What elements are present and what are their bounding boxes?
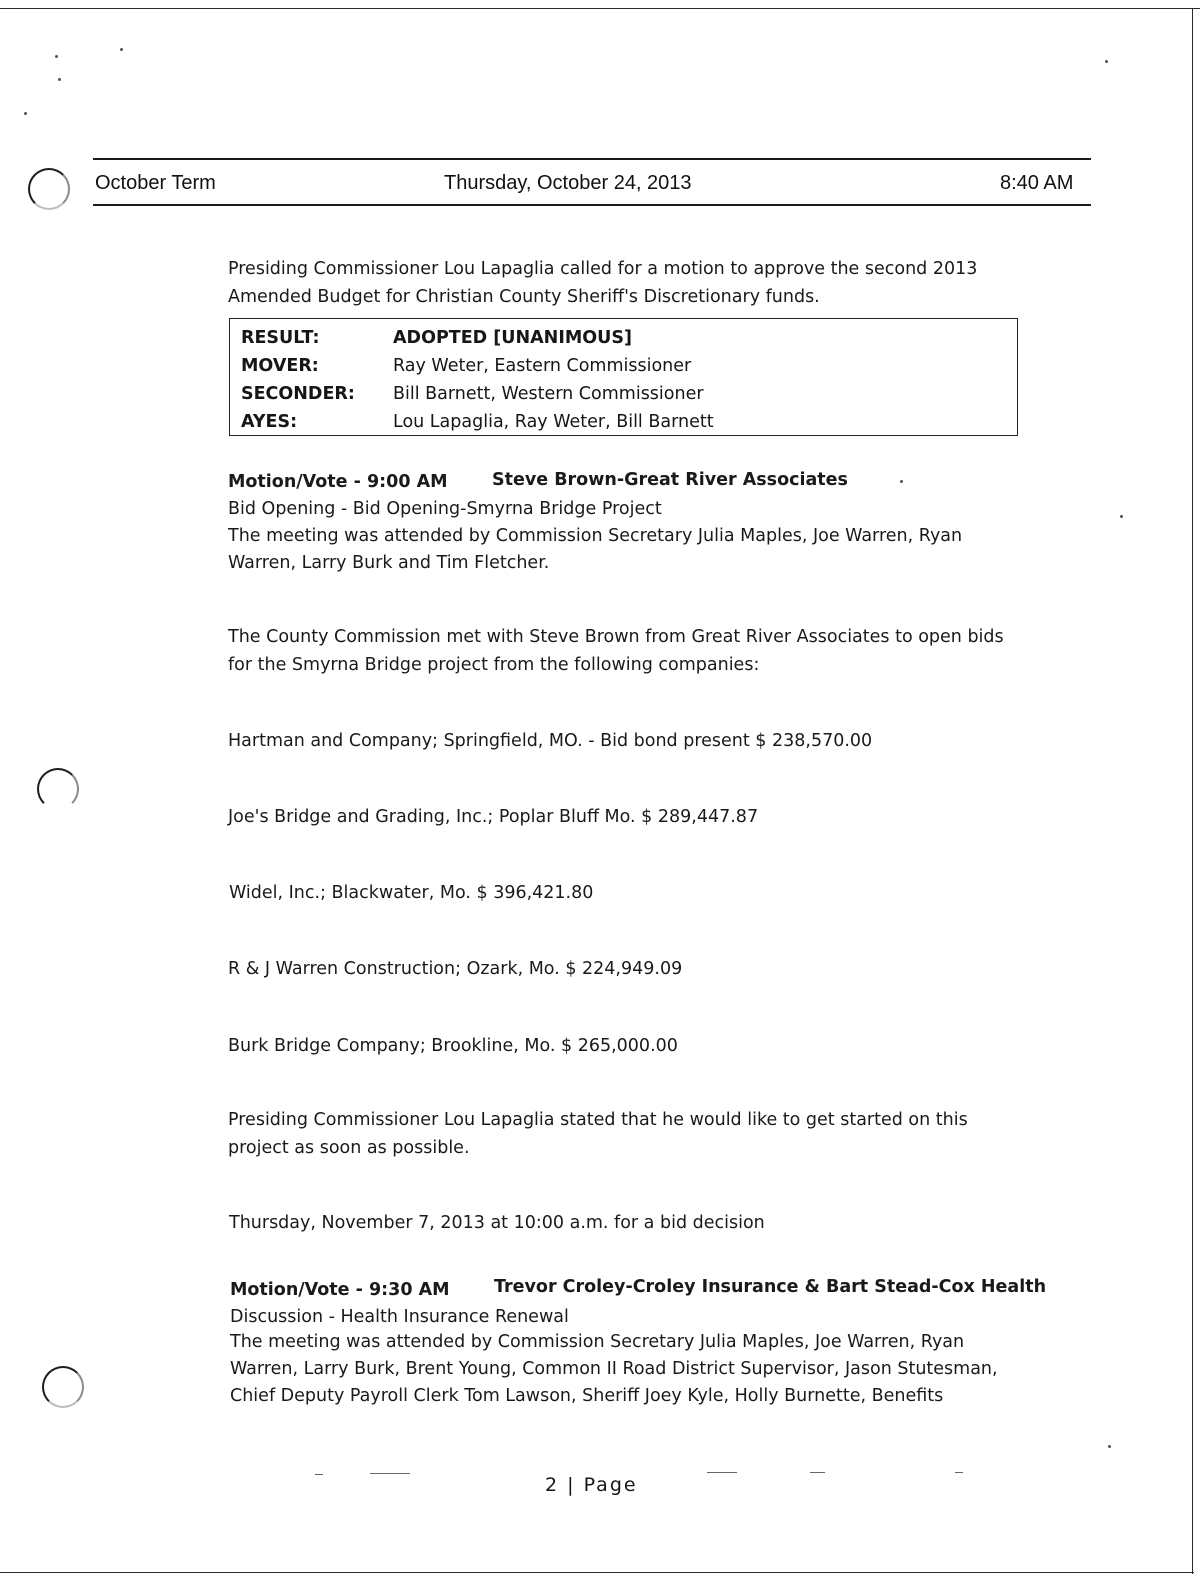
motion-2-subject: Discussion - Health Insurance Renewal [230, 1307, 569, 1327]
ayes-label: AYES: [241, 412, 298, 432]
mover-value: Ray Weter, Eastern Commissioner [393, 356, 692, 376]
punch-hole-middle [37, 768, 79, 810]
page-edge-bottom [0, 1572, 1194, 1573]
motion-2-title: Trevor Croley-Croley Insurance & Bart Stead-Cox Health [494, 1277, 1047, 1297]
footer-smudge [810, 1472, 825, 1473]
scan-speck [1108, 1445, 1111, 1448]
footer-smudge [707, 1472, 737, 1473]
scan-speck [120, 48, 123, 51]
bid-item: Joe's Bridge and Grading, Inc.; Poplar Bluff Mo. $ 289,447.87 [228, 807, 759, 827]
result-label: RESULT: [241, 328, 320, 348]
motion-2-prefix: Motion/Vote - 9:30 AM [230, 1280, 450, 1300]
motion-1-title: Steve Brown-Great River Associates [492, 470, 848, 490]
scan-speck [58, 78, 61, 81]
motion-2-attended-line-3: Chief Deputy Payroll Clerk Tom Lawson, Sheriff Joey Kyle, Holly Burnette, Benefits [230, 1386, 944, 1406]
motion-1-subject: Bid Opening - Bid Opening-Smyrna Bridge Project [228, 499, 662, 519]
bid-item: Hartman and Company; Springfield, MO. - Bid bond present $ 238,570.00 [228, 731, 873, 751]
first-item-line-1: Presiding Commissioner Lou Lapaglia called for a motion to approve the second 2013 [228, 259, 978, 279]
header-term: October Term [95, 172, 216, 194]
header-rule-top [93, 158, 1091, 160]
scan-speck [1105, 60, 1108, 63]
motion-1-intro-line-2: for the Smyrna Bridge project from the following companies: [228, 655, 760, 675]
vote-result-box [229, 318, 1018, 436]
footer-smudge [955, 1472, 963, 1473]
motion-1-intro-line-1: The County Commission met with Steve Brown from Great River Associates to open bids [228, 627, 1004, 647]
footer-smudge [315, 1474, 323, 1475]
header-rule-bottom [93, 204, 1091, 206]
page-number: 2 | Page [545, 1474, 638, 1496]
scan-speck [24, 112, 27, 115]
result-value: ADOPTED [UNANIMOUS] [393, 328, 632, 348]
mover-label: MOVER: [241, 356, 319, 376]
page-edge-right [1192, 8, 1193, 1574]
bid-item: Burk Bridge Company; Brookline, Mo. $ 265,000.00 [228, 1036, 678, 1056]
motion-2-attended-line-2: Warren, Larry Burk, Brent Young, Common II Road District Supervisor, Jason Stutesman, [230, 1359, 998, 1379]
motion-1-prefix: Motion/Vote - 9:00 AM [228, 472, 448, 492]
scan-speck [900, 480, 903, 483]
header-time: 8:40 AM [1000, 172, 1074, 194]
motion-1-statement-line-1: Presiding Commissioner Lou Lapaglia stated that he would like to get started on this [228, 1110, 968, 1130]
seconder-value: Bill Barnett, Western Commissioner [393, 384, 704, 404]
scan-speck [55, 55, 58, 58]
ayes-value: Lou Lapaglia, Ray Weter, Bill Barnett [393, 412, 714, 432]
motion-1-statement-line-2: project as soon as possible. [228, 1138, 470, 1158]
bid-item: Widel, Inc.; Blackwater, Mo. $ 396,421.80 [229, 883, 594, 903]
motion-1-attended-line-2: Warren, Larry Burk and Tim Fletcher. [228, 553, 550, 573]
header-date: Thursday, October 24, 2013 [444, 172, 692, 194]
motion-1-attended-line-1: The meeting was attended by Commission Secretary Julia Maples, Joe Warren, Ryan [228, 526, 963, 546]
footer-smudge [370, 1473, 410, 1474]
scan-speck [1120, 515, 1123, 518]
seconder-label: SECONDER: [241, 384, 355, 404]
bid-item: R & J Warren Construction; Ozark, Mo. $ 224,949.09 [228, 959, 683, 979]
page-edge-top [0, 8, 1200, 9]
first-item-line-2: Amended Budget for Christian County Sheriff's Discretionary funds. [228, 287, 820, 307]
motion-2-attended-line-1: The meeting was attended by Commission Secretary Julia Maples, Joe Warren, Ryan [230, 1332, 965, 1352]
motion-1-followup: Thursday, November 7, 2013 at 10:00 a.m. for a bid decision [229, 1213, 765, 1233]
punch-hole-bottom [42, 1366, 84, 1408]
punch-hole-top [28, 168, 70, 210]
